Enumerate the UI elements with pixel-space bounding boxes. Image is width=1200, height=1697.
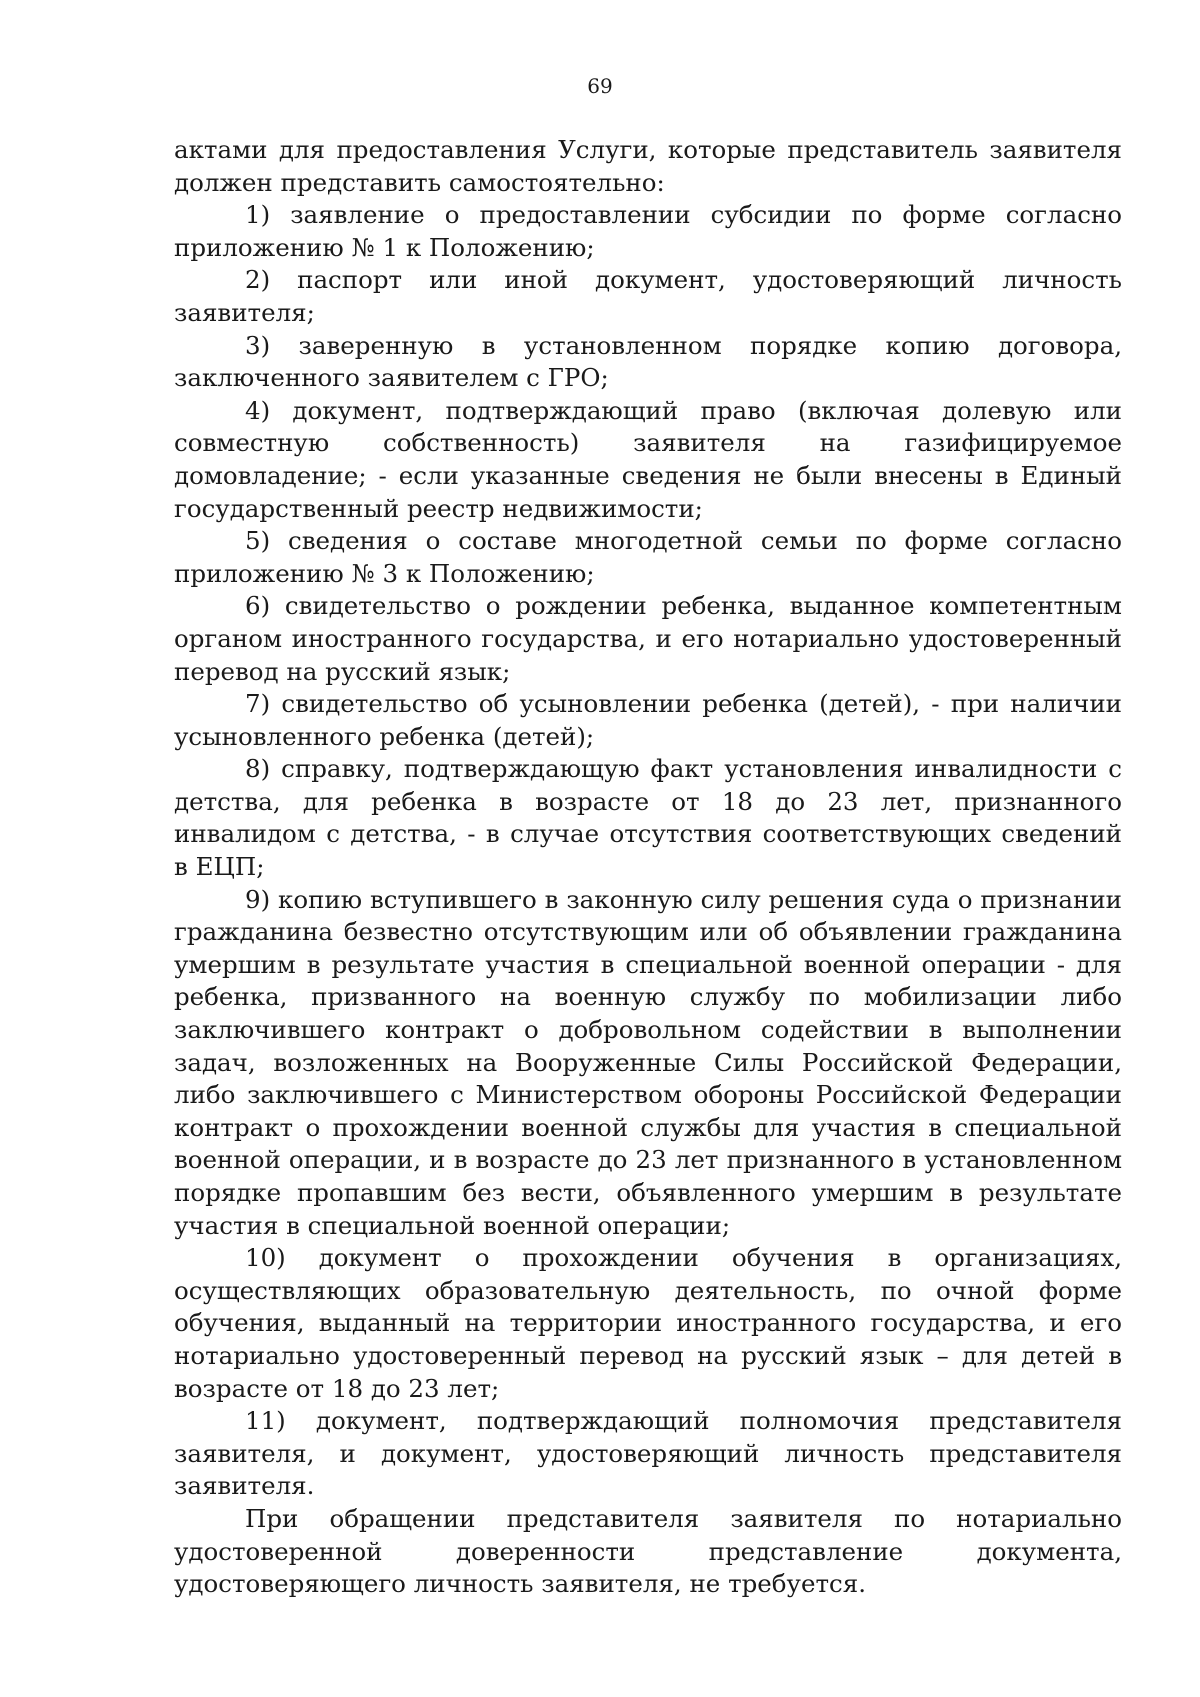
list-item-2: 2) паспорт или иной документ, удостоверяющий личность заявителя;: [174, 265, 1122, 327]
list-item-10: 10) документ о прохождении обучения в организациях, осуществляющих образовательную деятельность, по очной форме обучения, выданный на территории иностранного государства, и его нотариально удостоверенный перевод на русский язык – для детей в возрасте от 18 до 23 лет;: [174, 1243, 1122, 1403]
list-item-6: 6) свидетельство о рождении ребенка, выданное компетентным органом иностранного государства, и его нотариально удостоверенный перевод на русский язык;: [174, 591, 1122, 686]
list-item-1: 1) заявление о предоставлении субсидии по форме согласно приложению № 1 к Положению;: [174, 200, 1122, 262]
list-item-11: 11) документ, подтверждающий полномочия представителя заявителя, и документ, удостоверяющий личность представителя заявителя.: [174, 1406, 1122, 1501]
paragraph-closing: При обращении представителя заявителя по нотариально удостоверенной доверенности представление документа, удостоверяющего личность заявителя, не требуется.: [174, 1503, 1122, 1599]
document-body: [174, 134, 1122, 1601]
list-item-7: 7) свидетельство об усыновлении ребенка (детей), - при наличии усыновленного ребенка (детей);: [174, 689, 1122, 751]
paragraph-intro: актами для предоставления Услуги, которые представитель заявителя должен представить самостоятельно:: [174, 135, 1122, 197]
list-item-8: 8) справку, подтверждающую факт установления инвалидности с детства, для ребенка в возрасте от 18 до 23 лет, признанного инвалидом с детства, - в случае отсутствия соответствующих сведений в ЕЦП;: [174, 754, 1122, 882]
page-number: 69: [587, 74, 613, 98]
list-item-4: 4) документ, подтверждающий право (включая долевую или совместную собственность) заявителя на газифицируемое домовладение; - если указанные сведения не были внесены в Единый государственный реестр недвижимости;: [174, 395, 1122, 523]
list-item-3: 3) заверенную в установленном порядке копию договора, заключенного заявителем с ГРО;: [174, 330, 1122, 393]
list-item-9: 9) копию вступившего в законную силу решения суда о признании гражданина безвестно отсутствующим или об объявлении гражданина умершим в результате участия в специальной военной операции - для ребенка, призванного на военную службу по мобилизации либо заключившего контракт о добровольном содействии в выполнении задач, возложенных на Вооруженные Силы Российской Федерации, либо заключившего с Министерством обороны Российской Федерации контракт о прохождении военной службы для участия в специальной военной операции, и в возрасте до 23 лет признанного в установленном порядке пропавшим без вести, объявленного умершим в результате участия в специальной военной операции;: [174, 884, 1122, 1240]
list-item-5: 5) сведения о составе многодетной семьи по форме согласно приложению № 3 к Положению;: [174, 526, 1122, 588]
